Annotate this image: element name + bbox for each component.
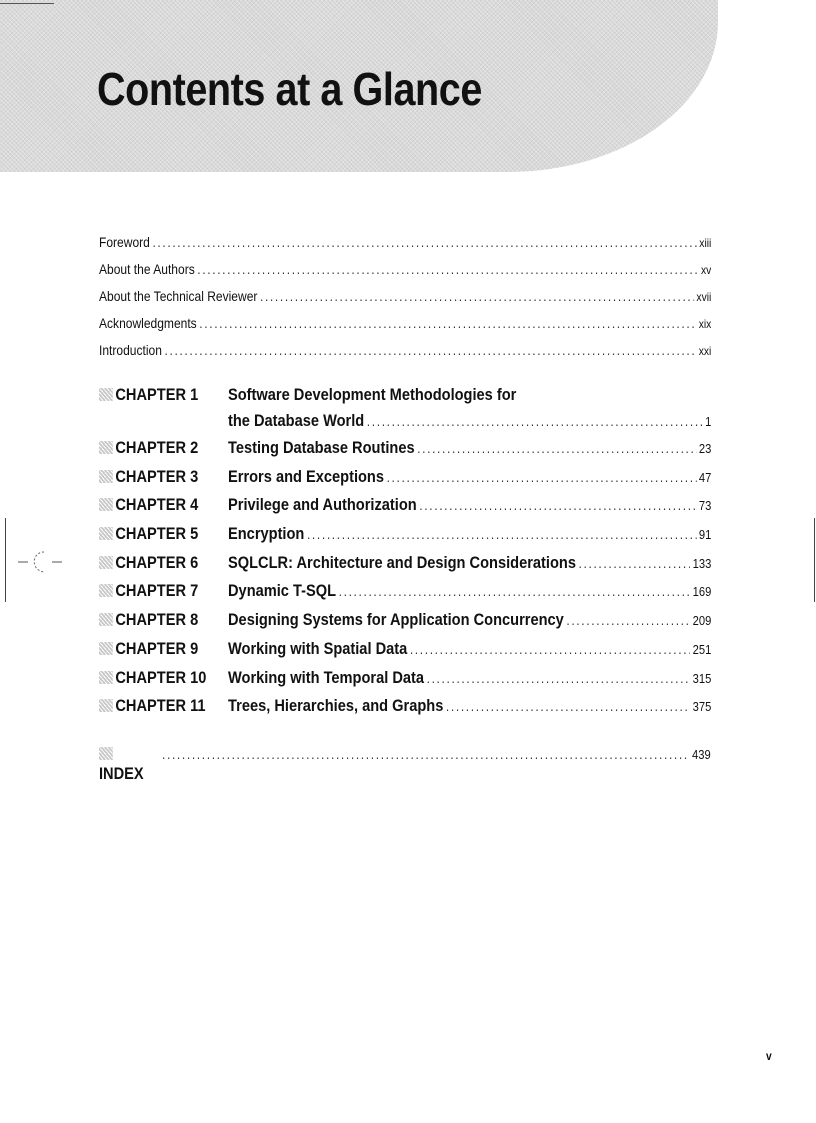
toc-page-number: xvii xyxy=(696,290,711,304)
dot-leader xyxy=(419,495,696,515)
dot-leader xyxy=(566,610,690,630)
toc-entry-chapter-10[interactable] xyxy=(99,668,711,697)
dot-leader xyxy=(199,315,696,331)
page-title: Contents at a Glance xyxy=(97,63,482,115)
toc-entry-about-authors[interactable] xyxy=(99,261,711,288)
dot-leader xyxy=(339,581,690,601)
chapter-tag xyxy=(99,639,227,659)
chapter-list xyxy=(99,385,711,725)
toc-entry-chapter-5[interactable] xyxy=(99,524,711,553)
chapter-marker-icon xyxy=(99,498,113,511)
chapter-marker-icon xyxy=(99,671,113,684)
chapter-title-text: Privilege and Authorization xyxy=(228,495,417,515)
chapter-title-text: Working with Spatial Data xyxy=(228,638,408,658)
toc-page-number: 439 xyxy=(692,747,711,762)
chapter-title-text: Errors and Exceptions xyxy=(228,466,384,486)
chapter-title xyxy=(228,696,711,717)
chapter-title xyxy=(228,495,711,516)
toc-page-number: 169 xyxy=(692,584,711,600)
toc-entry-label: About the Authors xyxy=(99,261,195,277)
chapter-title xyxy=(228,553,711,574)
chapter-title xyxy=(228,668,711,689)
chapter-title-text: Dynamic T-SQL xyxy=(228,581,337,601)
chapter-marker-icon xyxy=(99,699,113,712)
dot-leader xyxy=(260,288,694,304)
chapter-title-text: Working with Temporal Data xyxy=(228,667,425,687)
toc-entry-label: Acknowledgments xyxy=(99,315,197,331)
toc-entry-technical-reviewer[interactable] xyxy=(99,288,711,315)
chapter-marker-icon xyxy=(99,613,113,626)
toc-entry-chapter-11[interactable] xyxy=(99,696,711,725)
toc-entry-index[interactable] xyxy=(99,744,711,783)
chapter-title xyxy=(228,524,711,545)
chapter-title xyxy=(228,610,711,631)
chapter-number: CHAPTER 2 xyxy=(115,438,199,457)
toc-entry-introduction[interactable] xyxy=(99,342,711,369)
chapter-marker-icon xyxy=(99,388,113,401)
chapter-number: CHAPTER 6 xyxy=(115,552,199,572)
toc-page-number: 73 xyxy=(698,498,711,514)
chapter-number: CHAPTER 5 xyxy=(115,524,199,544)
toc-page-number: xxi xyxy=(698,344,711,358)
toc-page-number: 251 xyxy=(692,641,711,657)
chapter-title xyxy=(228,639,711,660)
toc-entry-chapter-4[interactable] xyxy=(99,495,711,524)
toc-entry-chapter-3[interactable] xyxy=(99,467,711,496)
chapter-marker-icon xyxy=(99,556,113,569)
dot-leader xyxy=(579,553,691,573)
toc-page-number: xiii xyxy=(699,236,711,250)
chapter-tag xyxy=(99,581,227,601)
chapter-title-text: Designing Systems for Application Concurrency xyxy=(228,610,564,630)
chapter-tag xyxy=(99,385,227,405)
toc-page-number: 133 xyxy=(692,555,711,571)
chapter-number: CHAPTER 1 xyxy=(115,385,199,404)
chapter-title xyxy=(228,438,711,459)
toc-entry-chapter-1[interactable] xyxy=(99,385,711,438)
toc-entry-chapter-7[interactable] xyxy=(99,581,711,610)
chapter-tag xyxy=(99,668,227,688)
chapter-tag xyxy=(99,438,227,458)
toc-page-number: 91 xyxy=(698,527,711,543)
page-folio: v xyxy=(766,1049,772,1063)
chapter-marker-icon xyxy=(99,642,113,655)
crop-mark-right xyxy=(814,518,815,602)
dot-leader xyxy=(410,639,690,659)
dot-leader xyxy=(427,668,690,688)
toc-page-number: xv xyxy=(701,263,711,277)
chapter-marker-icon xyxy=(99,747,113,760)
index-label: INDEX xyxy=(99,764,144,783)
toc-page-number: 47 xyxy=(698,469,711,485)
toc-entry-chapter-6[interactable] xyxy=(99,553,711,582)
crop-mark-left xyxy=(5,518,6,602)
chapter-title-text: Encryption xyxy=(228,524,305,544)
toc-page-number: 1 xyxy=(705,414,711,429)
chapter-title xyxy=(228,581,711,602)
toc-entry-label: Introduction xyxy=(99,342,162,358)
chapter-title-text: Testing Database Routines xyxy=(228,438,415,457)
chapter-title-line2: the Database World xyxy=(228,411,365,430)
registration-mark-icon xyxy=(16,548,64,576)
chapter-tag xyxy=(99,553,227,573)
dot-leader xyxy=(307,524,696,544)
toc-entry-chapter-8[interactable] xyxy=(99,610,711,639)
toc-entry-acknowledgments[interactable] xyxy=(99,315,711,342)
toc-page-number: 23 xyxy=(698,441,711,456)
chapter-tag xyxy=(99,610,227,630)
toc-entry-label: About the Technical Reviewer xyxy=(99,288,258,304)
chapter-number: CHAPTER 3 xyxy=(115,466,199,486)
dot-leader xyxy=(367,411,703,431)
chapter-title xyxy=(228,467,711,488)
dot-leader xyxy=(197,261,698,277)
chapter-tag xyxy=(99,696,227,716)
chapter-tag xyxy=(99,467,227,487)
corner-rule xyxy=(0,3,54,4)
chapter-title-text: Trees, Hierarchies, and Graphs xyxy=(228,696,444,716)
chapter-number: CHAPTER 9 xyxy=(115,638,199,658)
chapter-marker-icon xyxy=(99,470,113,483)
dot-leader xyxy=(446,696,690,716)
toc-entry-chapter-9[interactable] xyxy=(99,639,711,668)
toc-page-number: 315 xyxy=(692,670,711,686)
dot-leader xyxy=(162,744,689,764)
dot-leader xyxy=(387,467,697,487)
chapter-number: CHAPTER 7 xyxy=(115,581,199,601)
chapter-title-line1: Software Development Methodologies for xyxy=(228,385,517,404)
toc-entry-chapter-2[interactable] xyxy=(99,438,711,467)
chapter-title xyxy=(228,385,711,432)
toc-page-number: 209 xyxy=(692,613,711,629)
chapter-number: CHAPTER 11 xyxy=(115,696,206,716)
chapter-number: CHAPTER 8 xyxy=(115,610,199,630)
front-matter-list xyxy=(99,234,711,369)
index-leader-line xyxy=(162,744,711,765)
toc-page-number: 375 xyxy=(692,699,711,715)
dot-leader xyxy=(417,438,696,458)
toc-page-number: xix xyxy=(698,317,711,331)
dot-leader xyxy=(152,234,696,250)
toc-entry-label: Foreword xyxy=(99,234,150,250)
chapter-title-text: SQLCLR: Architecture and Design Considerations xyxy=(228,552,576,572)
dot-leader xyxy=(165,342,697,358)
chapter-marker-icon xyxy=(99,527,113,540)
chapter-number: CHAPTER 4 xyxy=(115,495,199,515)
chapter-tag xyxy=(99,524,227,544)
index-tag xyxy=(99,744,169,784)
chapter-marker-icon xyxy=(99,584,113,597)
chapter-marker-icon xyxy=(99,441,113,454)
chapter-number: CHAPTER 10 xyxy=(115,667,207,687)
chapter-tag xyxy=(99,495,227,515)
toc-entry-foreword[interactable] xyxy=(99,234,711,261)
